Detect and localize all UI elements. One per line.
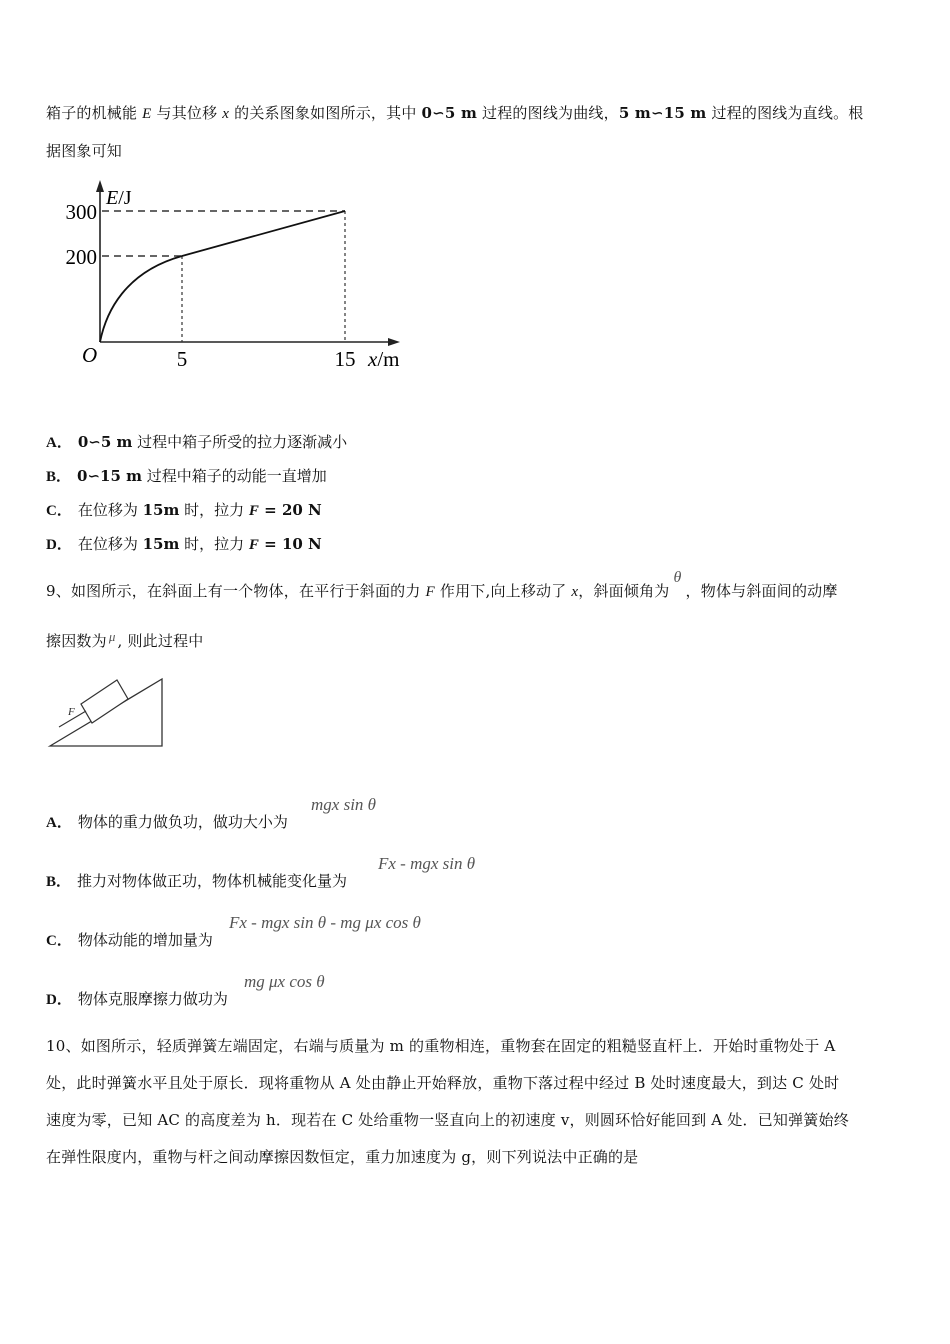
option-text: 时，拉力 bbox=[179, 501, 249, 519]
formula-a: mgx sin θ bbox=[311, 795, 377, 814]
option-text: 过程中箱子所受的拉力逐渐减小 bbox=[132, 433, 348, 451]
x-tick-15: 15 bbox=[334, 347, 356, 371]
q10-stem-line-3: 速度为零，已知 AC 的高度差为 h．现若在 C 处给重物一竖直向上的初速度 v，则圆环恰好能回到 A 处．已知弹簧始终 bbox=[46, 1111, 849, 1129]
option-label: B． bbox=[46, 469, 72, 485]
option-text: 物体克服摩擦力做功为 bbox=[77, 990, 228, 1008]
text: , 则此过程中 bbox=[117, 632, 204, 650]
option-label: D． bbox=[46, 992, 72, 1008]
q9-option-b bbox=[46, 870, 347, 891]
y-tick-200: 200 bbox=[65, 245, 97, 269]
block bbox=[81, 680, 128, 723]
option-text: 物体的重力做负功，做功大小为 bbox=[77, 813, 288, 831]
var-F: F bbox=[248, 503, 259, 519]
q10-stem-line-1 bbox=[46, 1035, 835, 1056]
value-text: 15m bbox=[142, 535, 180, 553]
range-5-15m: 5 m∽15 m bbox=[618, 104, 707, 122]
x-axis-arrow-icon bbox=[388, 338, 400, 346]
q8-intro-line-2: 据图象可知 bbox=[46, 142, 123, 160]
q8-option-d bbox=[46, 533, 322, 554]
q9-stem-line-1 bbox=[46, 569, 838, 601]
q8-intro-line-1 bbox=[46, 102, 863, 123]
q9-stem-line-2 bbox=[46, 630, 203, 651]
option-label: A． bbox=[46, 815, 72, 831]
formula-c: Fx - mgx sin θ - mg μx cos θ bbox=[229, 913, 421, 932]
text: 箱子的机械能 bbox=[46, 104, 143, 122]
y-axis-label: E/J bbox=[106, 187, 132, 209]
force-label: F bbox=[68, 706, 75, 718]
q10-stem-line-4: 在弹性限度内，重物与杆之间动摩擦因数恒定，重力加速度为 g，则下列说法中正确的是 bbox=[46, 1148, 639, 1166]
text: ，斜面倾角为 bbox=[578, 582, 670, 600]
q9-option-a bbox=[46, 811, 288, 832]
q8-option-c bbox=[46, 499, 322, 520]
q8-option-b bbox=[46, 465, 327, 486]
x-tick-5: 5 bbox=[176, 347, 188, 371]
var-F: F bbox=[425, 584, 435, 600]
value-text: = 10 N bbox=[258, 535, 322, 553]
value-text: 15m bbox=[142, 501, 180, 519]
text: 的关系图象如图所示，其中 bbox=[229, 104, 422, 122]
line-5-15 bbox=[182, 211, 345, 256]
text: 如图所示，在斜面上有一个物体，在平行于斜面的力 bbox=[70, 582, 426, 600]
y-tick-300: 300 bbox=[65, 200, 97, 224]
text: ，物体与斜面间的动摩 bbox=[685, 582, 838, 600]
energy-displacement-chart bbox=[55, 178, 415, 382]
option-label: B． bbox=[46, 874, 72, 890]
option-text: 推力对物体做正功，物体机械能变化量为 bbox=[77, 872, 348, 890]
var-E: E bbox=[142, 106, 152, 122]
incline-figure bbox=[45, 673, 170, 757]
option-text: 时，拉力 bbox=[179, 535, 249, 553]
q10-stem-line-2: 处，此时弹簧水平且处于原长．现将重物从 A 处由静止开始释放，重物下落过程中经过 B 处时速度最大，到达 C 处时 bbox=[46, 1074, 840, 1092]
option-label: C． bbox=[46, 933, 72, 949]
range-text: 0∽15 m bbox=[77, 467, 142, 485]
q8-option-a bbox=[46, 431, 347, 452]
question-number: 9、 bbox=[46, 582, 71, 600]
option-text: 物体动能的增加量为 bbox=[77, 931, 213, 949]
var-x: x bbox=[222, 106, 230, 122]
var-x: x bbox=[571, 584, 579, 600]
y-axis-arrow-icon bbox=[96, 180, 104, 192]
text: 如图所示，轻质弹簧左端固定，右端与质量为 m 的重物相连，重物套在固定的粗糙竖直杆上．开始时重物处于 A bbox=[80, 1037, 836, 1055]
question-number: 10、 bbox=[46, 1037, 81, 1055]
curve-0-5 bbox=[100, 256, 182, 342]
origin-label: O bbox=[82, 343, 98, 367]
option-text: 在位移为 bbox=[77, 535, 143, 553]
var-theta: θ bbox=[673, 569, 682, 586]
option-label: D． bbox=[46, 537, 72, 553]
text: 作用下,向上移动了 bbox=[434, 582, 572, 600]
var-mu: μ bbox=[108, 629, 116, 644]
option-label: C． bbox=[46, 503, 72, 519]
formula-d: mg μx cos θ bbox=[244, 972, 325, 991]
q9-option-d bbox=[46, 988, 228, 1009]
q9-option-c bbox=[46, 929, 213, 950]
formula-b: Fx - mgx sin θ bbox=[378, 854, 476, 873]
text: 擦因数为 bbox=[46, 632, 107, 650]
text: 过程的图线为直线。根 bbox=[706, 104, 864, 122]
var-F: F bbox=[248, 537, 259, 553]
text: 过程的图线为曲线， bbox=[477, 104, 619, 122]
range-text: 0∽5 m bbox=[77, 433, 133, 451]
option-label: A． bbox=[46, 435, 72, 451]
option-text: 过程中箱子的动能一直增加 bbox=[142, 467, 327, 485]
option-text: 在位移为 bbox=[77, 501, 143, 519]
text: 与其位移 bbox=[151, 104, 223, 122]
x-axis-label: x/m bbox=[368, 347, 400, 371]
range-0-5m: 0∽5 m bbox=[421, 104, 478, 122]
value-text: = 20 N bbox=[258, 501, 322, 519]
